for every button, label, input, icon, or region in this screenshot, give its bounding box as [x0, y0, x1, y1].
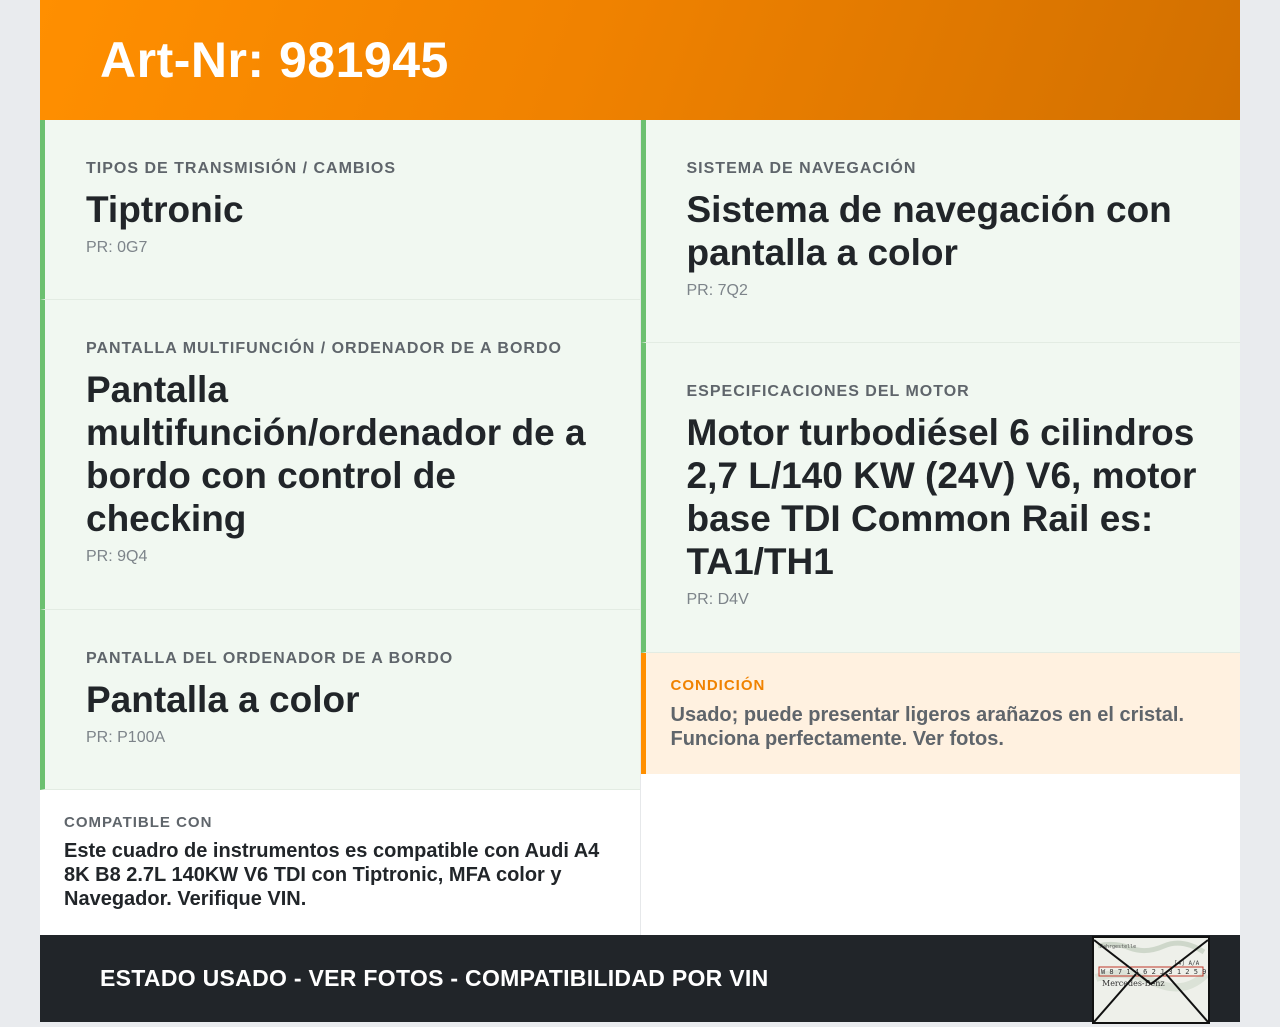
right-column	[641, 120, 1241, 935]
footer-tagline: ESTADO USADO - VER FOTOS - COMPATIBILIDAD POR VIN	[100, 965, 769, 991]
spec-label: TIPOS DE TRANSMISIÓN / CAMBIOS	[86, 160, 397, 177]
spec-pr-code: PR: 9Q4	[86, 548, 148, 565]
compat-label: COMPATIBLE CON	[64, 814, 213, 831]
condition-label: CONDICIÓN	[670, 677, 766, 694]
stamp-text-1: [4] A/A	[1174, 960, 1200, 967]
spec-card-navigation	[641, 120, 1241, 343]
condition-box	[641, 653, 1241, 774]
spec-value: Motor turbodiésel 6 cilindros 2,7 L/140 KW (24V) V6, motor base TDI Common Rail es: TA1/TH1	[686, 412, 1197, 582]
spec-card-engine	[641, 343, 1241, 653]
spec-label: PANTALLA MULTIFUNCIÓN / ORDENADOR DE A BORDO	[86, 340, 562, 357]
header-bar	[40, 0, 1240, 120]
spec-card-multifunction-display	[40, 300, 640, 610]
spec-pr-code: PR: P100A	[86, 729, 166, 746]
spec-grid	[40, 120, 1240, 935]
spec-pr-code: PR: D4V	[686, 591, 749, 608]
envelope-stamp-image	[1092, 936, 1210, 1024]
spec-value: Pantalla a color	[86, 679, 360, 720]
stamp-brand-text: Mercedes-Benz	[1102, 979, 1165, 988]
product-sheet	[40, 0, 1240, 1022]
spec-pr-code: PR: 0G7	[86, 239, 148, 256]
article-number-title: Art-Nr: 981945	[100, 32, 449, 88]
stamp-vin-text: W 8 7 1 4 6 2 J 3 1 2 5 9	[1101, 968, 1207, 976]
left-column	[40, 120, 641, 935]
spec-value: Pantalla multifunción/ordenador de a bordo con control de checking	[86, 369, 586, 539]
spec-label: SISTEMA DE NAVEGACIÓN	[686, 160, 917, 177]
spec-label: ESPECIFICACIONES DEL MOTOR	[686, 383, 970, 400]
condition-text: Usado; puede presentar ligeros arañazos en el cristal. Funciona perfectamente. Ver fotos.	[670, 704, 1185, 750]
spec-card-transmission	[40, 120, 640, 300]
envelope-icon	[1094, 938, 1208, 1022]
spec-label: PANTALLA DEL ORDENADOR DE A BORDO	[86, 650, 454, 667]
spec-card-board-computer-display	[40, 610, 640, 790]
spec-value: Tiptronic	[86, 189, 244, 230]
spec-pr-code: PR: 7Q2	[686, 282, 748, 299]
stamp-small-text: Fahrgestelle	[1100, 944, 1137, 950]
compat-text: Este cuadro de instrumentos es compatible con Audi A4 8K B8 2.7L 140KW V6 TDI con Tiptronic, MFA color y Navegador. Verifique VIN.	[64, 840, 600, 910]
compatibility-section	[40, 790, 640, 911]
footer-bar	[40, 935, 1240, 1022]
spec-value: Sistema de navegación con pantalla a color	[686, 189, 1172, 273]
